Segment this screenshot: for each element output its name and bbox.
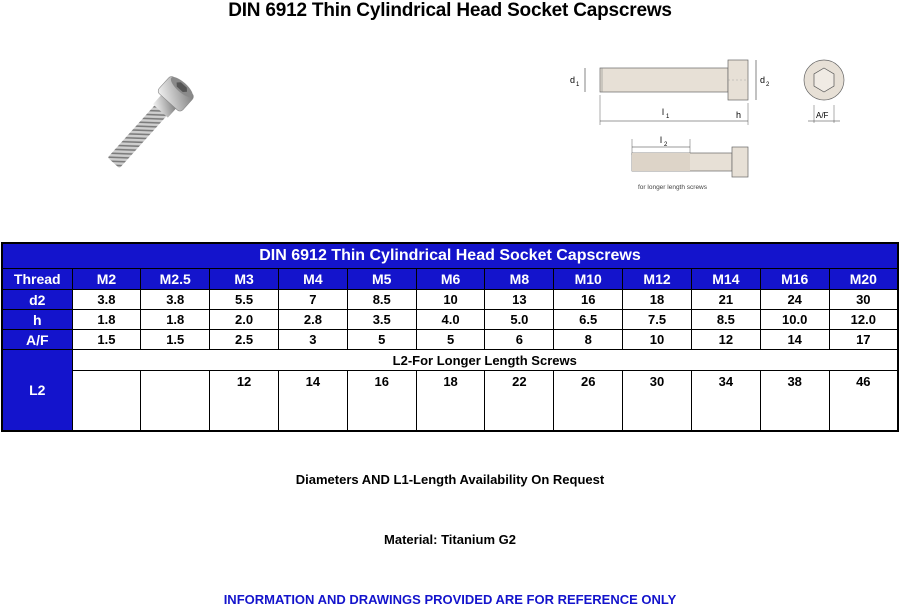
cell: 14	[278, 371, 347, 432]
cell: 34	[691, 371, 760, 432]
cell: 17	[829, 330, 898, 350]
svg-text:2: 2	[664, 142, 668, 148]
table-row-l2-note	[2, 350, 898, 371]
cell: 6.5	[554, 310, 623, 330]
cell: 12.0	[829, 310, 898, 330]
thread-header: M3	[210, 269, 279, 290]
row-label: d2	[2, 290, 72, 310]
cell: 46	[829, 371, 898, 432]
cell: 14	[760, 330, 829, 350]
thread-header: M14	[691, 269, 760, 290]
svg-text:l: l	[660, 135, 662, 145]
svg-text:for longer length screws: for longer length screws	[638, 184, 708, 191]
cell: 12	[210, 371, 279, 432]
cell: 26	[554, 371, 623, 432]
thread-header: M2	[72, 269, 141, 290]
cell: 4.0	[416, 310, 485, 330]
cell: 18	[416, 371, 485, 432]
thread-header: M4	[278, 269, 347, 290]
svg-text:h: h	[736, 110, 742, 120]
cell: 38	[760, 371, 829, 432]
cell: 7.5	[623, 310, 692, 330]
svg-text:d: d	[760, 75, 766, 85]
cell: 10.0	[760, 310, 829, 330]
cell: 18	[623, 290, 692, 310]
cell: 1.5	[72, 330, 141, 350]
svg-text:2: 2	[766, 82, 770, 88]
availability-note: Diameters AND L1-Length Availability On Request	[295, 472, 605, 487]
cell: 3	[278, 330, 347, 350]
thread-header: M6	[416, 269, 485, 290]
cell: 8.5	[347, 290, 416, 310]
thread-header-label: Thread	[2, 269, 72, 290]
svg-text:l: l	[662, 107, 664, 117]
disclaimer-note: INFORMATION AND DRAWINGS PROVIDED ARE FOR REFERENCE ONLY	[223, 592, 677, 607]
thread-header: M10	[554, 269, 623, 290]
cell: 24	[760, 290, 829, 310]
cell: 3.8	[141, 290, 210, 310]
cell: 13	[485, 290, 554, 310]
cell: 1.8	[72, 310, 141, 330]
page-title: DIN 6912 Thin Cylindrical Head Socket Capscrews	[228, 0, 672, 21]
row-label: h	[2, 310, 72, 330]
cell: 5.0	[485, 310, 554, 330]
l2-note: L2-For Longer Length Screws	[72, 350, 898, 371]
thread-header-row	[2, 269, 898, 290]
row-label: A/F	[2, 330, 72, 350]
table-row-l2	[2, 371, 898, 432]
material-note: Material: Titanium G2	[384, 532, 516, 547]
cell: 8	[554, 330, 623, 350]
cell: 30	[829, 290, 898, 310]
svg-text:A/F: A/F	[816, 111, 829, 120]
cell: 3.5	[347, 310, 416, 330]
cell: 12	[691, 330, 760, 350]
table-row-d2	[2, 290, 898, 310]
cell: 2.0	[210, 310, 279, 330]
cell	[141, 371, 210, 432]
cell: 3.8	[72, 290, 141, 310]
row-label-l2: L2	[2, 350, 72, 432]
cell: 10	[623, 330, 692, 350]
cell: 2.8	[278, 310, 347, 330]
capscrew-photo	[80, 68, 210, 188]
cell: 16	[347, 371, 416, 432]
cell: 22	[485, 371, 554, 432]
cell: 6	[485, 330, 554, 350]
svg-text:1: 1	[666, 114, 670, 120]
thread-header: M20	[829, 269, 898, 290]
svg-text:d: d	[570, 75, 576, 85]
cell: 30	[623, 371, 692, 432]
cell: 5.5	[210, 290, 279, 310]
cell: 1.5	[141, 330, 210, 350]
thread-header: M5	[347, 269, 416, 290]
table-banner: DIN 6912 Thin Cylindrical Head Socket Capscrews	[2, 243, 898, 269]
table-row-h	[2, 310, 898, 330]
technical-drawing	[560, 55, 860, 200]
dimensions-table	[1, 242, 899, 432]
cell: 5	[416, 330, 485, 350]
cell: 7	[278, 290, 347, 310]
cell: 16	[554, 290, 623, 310]
cell: 2.5	[210, 330, 279, 350]
cell	[72, 371, 141, 432]
thread-header: M2.5	[141, 269, 210, 290]
thread-header: M12	[623, 269, 692, 290]
cell: 10	[416, 290, 485, 310]
cell: 1.8	[141, 310, 210, 330]
cell: 21	[691, 290, 760, 310]
thread-header: M16	[760, 269, 829, 290]
table-row-af	[2, 330, 898, 350]
cell: 5	[347, 330, 416, 350]
thread-header: M8	[485, 269, 554, 290]
svg-text:1: 1	[576, 82, 580, 88]
cell: 8.5	[691, 310, 760, 330]
